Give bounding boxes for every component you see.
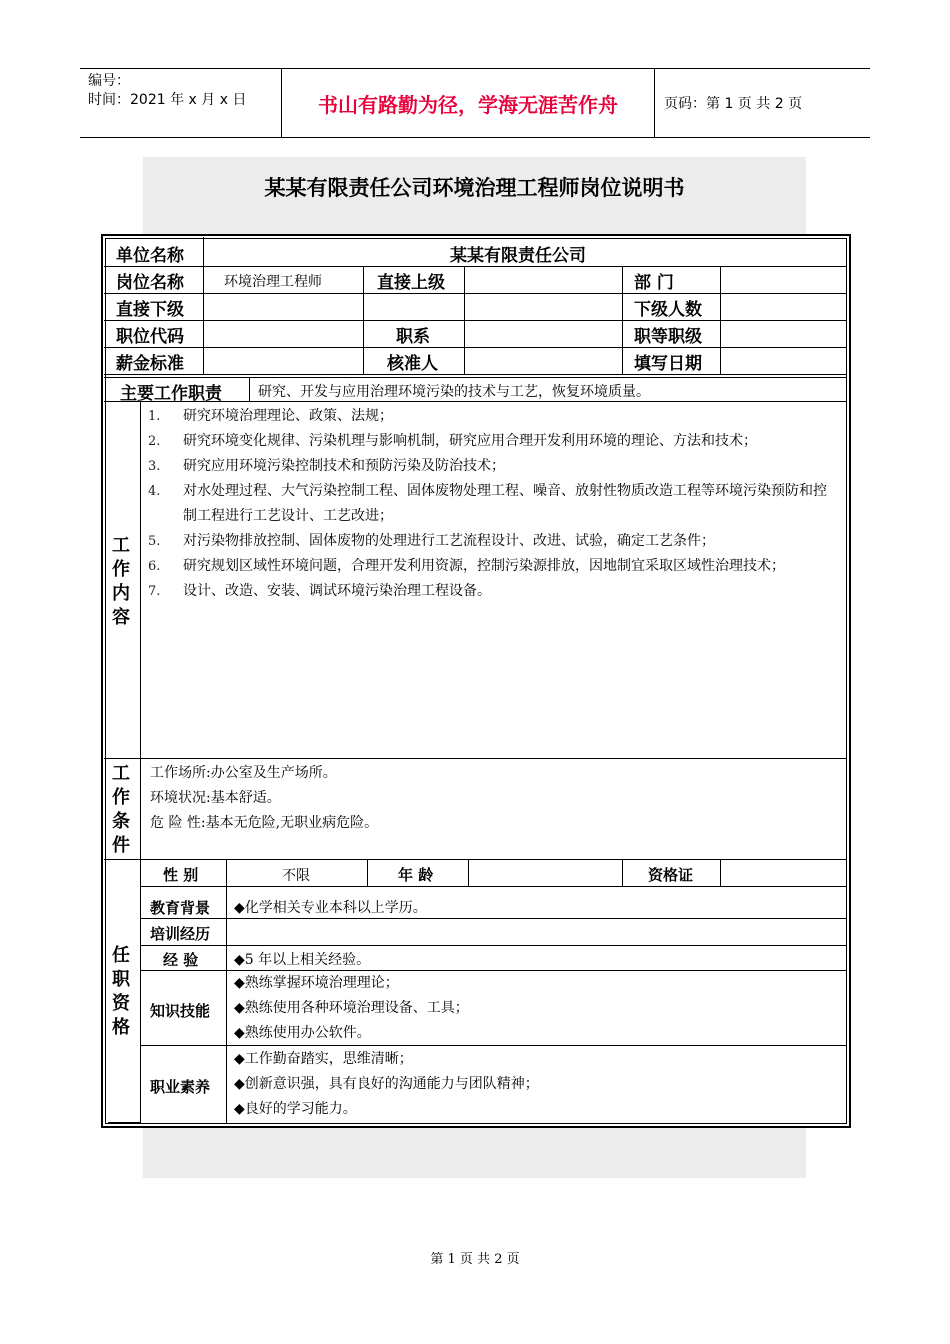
- header-meta: [80, 69, 280, 137]
- main-duty-text: 研究、开发与应用治理环境污染的技术与工艺，恢复环境质量。: [258, 384, 650, 400]
- knowledge-label: 知识技能: [150, 1002, 211, 1020]
- professional-quality-label: 职业素养: [150, 1078, 211, 1096]
- header-motto: 书山有路勤为径，学海无涯苦作舟: [281, 69, 655, 137]
- quality-item-3: ◆良好的学习能力。: [234, 1101, 357, 1117]
- list-item: 1. 研究环境治理理论、政策、法规；: [148, 408, 393, 424]
- work-content-list: [148, 404, 838, 604]
- education-label: 教育背景: [150, 899, 211, 917]
- header-page-number: 页码：第 1 页 共 2 页: [664, 96, 803, 112]
- list-item: 5. 对污染物排放控制、固体废物的处理进行工艺流程设计、改进、试验，确定工艺条件；: [148, 533, 715, 549]
- department-label: 部 门: [634, 273, 674, 293]
- gender-label: 性 别: [163, 866, 199, 884]
- gender-value: 不限: [282, 868, 310, 884]
- document-title: 某某有限责任公司环境治理工程师岗位说明书: [264, 176, 685, 200]
- subordinate-count-label: 下级人数: [634, 300, 702, 320]
- work-environment: 环境状况:基本舒适。: [150, 790, 281, 806]
- work-content-label: 工作内容: [112, 535, 130, 628]
- direct-subordinate-label: 直接下级: [116, 300, 184, 320]
- approver-label: 核准人: [387, 354, 438, 374]
- experience-value: ◆5 年以上相关经验。: [234, 952, 371, 968]
- job-description-form: [101, 234, 851, 1128]
- training-label: 培训经历: [150, 925, 211, 943]
- knowledge-item-2: ◆熟练使用各种环境治理设备、工具；: [234, 1000, 469, 1016]
- work-hazard: 危 险 性:基本无危险,无职业病危险。: [150, 815, 379, 831]
- work-conditions-label: 工作条件: [112, 763, 130, 856]
- list-item: 2. 研究环境变化规律、污染机理与影响机制，研究应用合理开发利用环境的理论、方法和技术；: [148, 433, 757, 449]
- age-label: 年 龄: [398, 866, 434, 884]
- job-grade-label: 职等职级: [634, 327, 702, 347]
- unit-name-label: 单位名称: [116, 246, 184, 266]
- page-footer: 第 1 页 共 2 页: [430, 1252, 520, 1267]
- certificate-label: 资格证: [648, 866, 694, 884]
- list-item: 6. 研究规划区域性环境问题，合理开发利用资源，控制污染源排放，因地制宜采取区域性治理技术；: [148, 558, 785, 574]
- list-item: 4. 对水处理过程、大气污染控制工程、固体废物处理工程、噪音、放射性物质改造工程等环境污染预防和控制工程进行工艺设计、工艺改进；: [148, 483, 827, 524]
- qualifications-label: 任职资格: [112, 945, 130, 1038]
- doc-number-label: 编号：: [88, 73, 130, 89]
- doc-date: 时间：2021 年 x 月 x 日: [88, 92, 247, 108]
- quality-item-2: ◆创新意识强，具有良好的沟通能力与团队精神；: [234, 1076, 539, 1092]
- unit-name-value: 某某有限责任公司: [450, 246, 586, 266]
- fill-date-label: 填写日期: [634, 354, 702, 374]
- education-value: ◆化学相关专业本科以上学历。: [234, 900, 427, 916]
- main-duty-label: 主要工作职责: [120, 384, 222, 404]
- job-series-label: 职系: [396, 327, 430, 347]
- experience-label: 经 验: [163, 951, 199, 969]
- direct-superior-label: 直接上级: [377, 273, 445, 293]
- knowledge-item-1: ◆熟练掌握环境治理理论；: [234, 975, 399, 991]
- knowledge-item-3: ◆熟练使用办公软件。: [234, 1025, 371, 1041]
- list-item: 3. 研究应用环境污染控制技术和预防污染及防治技术；: [148, 458, 505, 474]
- position-name-label: 岗位名称: [116, 273, 184, 293]
- position-code-label: 职位代码: [116, 327, 184, 347]
- work-place: 工作场所:办公室及生产场所。: [150, 765, 337, 781]
- quality-item-1: ◆工作勤奋踏实，思维清晰；: [234, 1051, 413, 1067]
- position-name-value: 环境治理工程师: [224, 274, 322, 290]
- salary-standard-label: 薪金标准: [116, 354, 184, 374]
- list-item: 7. 设计、改造、安装、调试环境污染治理工程设备。: [148, 583, 491, 599]
- page-header: [80, 68, 870, 138]
